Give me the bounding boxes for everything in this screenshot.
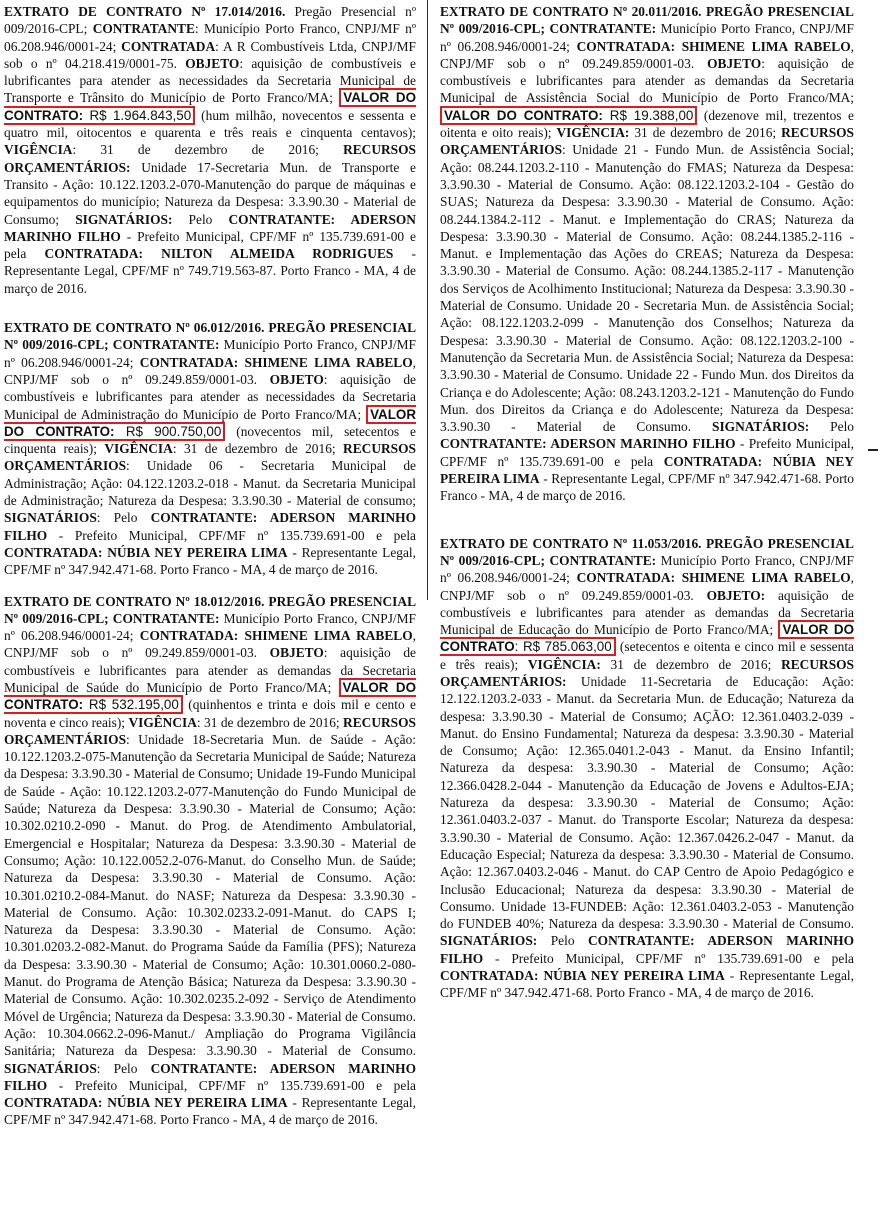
valor-label: VALOR DO CONTRATO: <box>4 90 416 123</box>
text-segment: Pelo <box>537 933 588 949</box>
bold-text-segment: EXTRATO DE CONTRATO Nº 11.053/2016. PREGÃO PRESENCIAL Nº 009/2016-CPL; CONTRATANTE: <box>440 535 854 568</box>
text-segment: : Pelo <box>96 510 151 526</box>
bold-text-segment: VIGÊNCIA: <box>527 656 601 672</box>
text-segment: , CNPJ/MF sob o nº 09.249.859/0001-03. <box>440 38 855 71</box>
valor-label: VALOR DO CONTRATO: <box>4 406 416 439</box>
bold-text-segment: VIGÊNCIA <box>128 714 197 730</box>
bold-text-segment: OBJETO: <box>706 587 766 603</box>
text-segment: (dezenove mil, trezentos e oitenta e oito reais); <box>440 107 854 141</box>
valor-label: VALOR DO CONTRATO <box>440 622 854 655</box>
bold-text-segment: RECURSOS ORÇAMENTÁRIOS <box>4 714 416 747</box>
text-segment: : Município Porto Franco, CNPJ/MF nº 06.208.946/0001-24; <box>4 21 416 54</box>
text-segment: : Unidade 21 - Fundo Mun. de Assistência Social; Ação: 08.244.1203.2-110 - Manutenção do FMAS; Natureza da Despesa: 3.3.90.30 - Material de Consumo. Ação: 08.122.1203.2-104 - Gestão do SUAS; Natureza da Despesa: 3.3.90.30 - Material de Consumo. Ação: 08.244.1384.2-112 - Manut. e Implementação do CRAS; Natureza da Despesa: 3.3.90.30 - Material de Consumo. Ação: 08.244.1385.2-116 - Manut. e Implementação das Ações do CREAS; Natureza da Despesa: 3.3.90.30 - Material de Consumo. Ação: 08.244.1385.2-117 - Manutenção dos Serviços de Acolhimento Institucional; Natureza da Despesa: 3.3.90.30 - Material de Consumo. Unidade 20 - Secretaria Mun. de Assistência Social; Ação: 08.122.1203.2-099 - Manutenção dos Conselhos; Natureza da Despesa: 3.3.90.30 - Material de Consumo. Ação: 08.122.1203.2-100 - Manutenção da Secretaria Mun. de Assistência Social; Natureza da Despesa: 3.3.90.30 - Material de Consumo. Unidade 22 - Fundo Mun. dos Direitos da Criança e do Adolescente; Ação: 08.243.1203.2-121 - Manutenção do Fundo Mun. dos Direitos da Criança e do Adolescente; Natureza da Despesa: 3.3.90.30 - Material de Consumo. <box>440 142 854 435</box>
bold-text-segment: CONTRATADA: NÚBIA NEY PEREIRA LIMA <box>440 968 725 984</box>
text-segment: Município Porto Franco, CNPJ/MF nº 06.208.946/0001-24; <box>4 610 416 644</box>
bold-text-segment: VIGÊNCIA: <box>556 125 630 141</box>
bold-text-segment: EXTRATO DE CONTRATO Nº 20.011/2016. PREGÃO PRESENCIAL Nº 009/2016-CPL; CONTRATANTE: <box>440 4 854 37</box>
extrato-contrato-20011 <box>440 3 854 505</box>
text-segment: , CNPJ/MF sob o nº 09.249.859/0001-03. <box>4 354 416 387</box>
text-segment: - Prefeito Municipal, CPF/MF nº 135.739.691-00 e pela <box>483 950 854 966</box>
extrato-contrato-06012 <box>4 319 416 578</box>
bold-text-segment: CONTRATADA: SHIMENE LIMA RABELO <box>139 628 413 644</box>
valor-do-contrato-highlight <box>440 106 697 125</box>
text-segment: Unidade 17-Secretaria Mun. de Transporte e Transito - Ação: 10.122.1203.2-070-Manutenção do parque de máquinas e equipamentos do município; Natureza da Despesa: 3.3.90.30 - Material de Consumo; <box>4 159 416 227</box>
text-segment: (novecentos mil, setecentos e cinquenta reais); <box>4 423 417 457</box>
text-segment: : 31 de dezembro de 2016; <box>196 714 344 730</box>
text-segment: - Representante Legal, CPF/MF nº 347.942.471-68. Porto Franco - MA, 4 de março de 2016. <box>440 471 855 504</box>
bold-text-segment: CONTRATANTE: ADERSON MARINHO FILHO <box>4 1060 416 1093</box>
text-segment: - Representante Legal, CPF/MF nº 347.942.471-68. Porto Franco - MA, 4 de março de 2016. <box>4 1095 416 1128</box>
text-segment: 31 de dezembro de 2016; <box>600 656 782 672</box>
bold-text-segment: CONTRATANTE <box>92 21 195 37</box>
text-segment: Pelo <box>809 419 854 435</box>
bold-text-segment: SIGNATÁRIOS: <box>440 933 538 949</box>
text-segment: (setecentos e oitenta e cinco mil e sessenta e três reais); <box>440 639 854 672</box>
bold-text-segment: CONTRATADA: SHIMENE LIMA RABELO <box>576 38 851 54</box>
text-segment: , CNPJ/MF sob o nº 09.249.859/0001-03. <box>4 628 416 661</box>
bold-text-segment: RECURSOS ORÇAMENTÁRIOS: <box>440 656 855 689</box>
text-segment: Município Porto Franco, CNPJ/MF nº 06.208.946/0001-24; <box>440 552 854 586</box>
text-segment: : 31 de dezembro de 2016; <box>72 142 344 158</box>
valor-label: VALOR DO CONTRATO: <box>444 107 603 123</box>
valor-label: VALOR DO CONTRATO: <box>4 679 416 713</box>
bold-text-segment: VIGÊNCIA <box>4 142 73 158</box>
text-segment: : 31 de dezembro de 2016; <box>172 441 344 457</box>
bold-text-segment: RECURSOS ORÇAMENTÁRIOS <box>4 441 416 474</box>
right-column <box>440 3 854 1016</box>
valor-amount: : R$ 785.063,00 <box>514 639 612 655</box>
text-segment: : Unidade 06 - Secretaria Municipal de Administração; Ação: 04.122.1203.2-018 - Manut. da Secretaria Municipal de Administração; Natureza da Despesa: 3.3.90.30 - Material de consumo; <box>4 458 416 509</box>
text-segment: : aquisição de combustíveis e lubrificantes para atender as demandas da Secretaria Municipal de Saúde do Município de Porto Franco/MA; <box>4 645 416 695</box>
bold-text-segment: CONTRATADA: SHIMENE LIMA RABELO <box>139 354 413 370</box>
text-segment: - Prefeito Municipal, CPF/MF nº 135.739.691-00 e pela <box>47 527 416 543</box>
bold-text-segment: OBJETO <box>269 645 324 661</box>
extrato-contrato-17014 <box>4 3 416 297</box>
text-segment: : aquisição de combustíveis e lubrificantes para atender as necessidades da Secretaria Municipal de Transporte e Trânsito do Município de Porto Franco/MA; <box>4 55 416 106</box>
bold-text-segment: CONTRATADA: NÚBIA NEY PEREIRA LIMA <box>4 544 288 560</box>
text-segment: : aquisição de combustíveis e lubrificantes para atender as demandas da Secretaria Municipal de Assistência Social do Município de Porto Franco/MA; <box>440 55 854 106</box>
bold-text-segment: CONTRATADA <box>121 38 216 54</box>
text-segment: , CNPJ/MF sob o nº 09.249.859/0001-03. <box>440 570 855 603</box>
bold-text-segment: RECURSOS ORÇAMENTÁRIOS: <box>4 142 416 175</box>
column-divider <box>427 0 428 600</box>
valor-amount: R$ 532.195,00 <box>83 697 179 713</box>
margin-tick-mark <box>868 449 878 451</box>
valor-amount: R$ 900.750,00 <box>114 423 222 439</box>
bold-text-segment: EXTRATO DE CONTRATO Nº 18.012/2016. PREGÃO PRESENCIAL Nº 009/2016-CPL; CONTRATANTE: <box>4 593 416 626</box>
bold-text-segment: VIGÊNCIA <box>104 441 173 457</box>
left-column <box>4 3 416 1143</box>
bold-text-segment: RECURSOS ORÇAMENTÁRIOS <box>440 125 855 158</box>
text-segment: - Representante Legal, CPF/MF nº 347.942.471-68. Porto Franco - MA, 4 de março de 2016. <box>440 968 854 1001</box>
text-segment: - Representante Legal, CPF/MF nº 749.719.563-87. Porto Franco - MA, 4 de março de 2016. <box>4 246 417 296</box>
text-segment: : aquisição de combustíveis e lubrificantes para atender as necessidades da Secretaria Municipal de Administração do Município de Porto Franco/MA; <box>4 371 416 422</box>
bold-text-segment: OBJETO <box>269 371 324 387</box>
text-segment: Município Porto Franco, CNPJ/MF nº 06.208.946/0001-24; <box>4 337 416 370</box>
text-segment: - Prefeito Municipal, CPF/MF nº 135.739.691-00 e pela <box>47 1077 416 1093</box>
text-segment: Pregão Presencial nº 009/2016-CPL; <box>4 4 416 37</box>
text-segment: : Pelo <box>96 1060 151 1076</box>
bold-text-segment: CONTRATADA: NÚBIA NEY PEREIRA LIMA <box>440 453 854 487</box>
bold-text-segment: CONTRATANTE: ADERSON MARINHO FILHO <box>4 510 416 543</box>
text-segment: - Representante Legal, CPF/MF nº 347.942.471-68. Porto Franco - MA, 4 de março de 2016. <box>4 544 416 578</box>
bold-text-segment: EXTRATO DE CONTRATO Nº 06.012/2016. PREGÃO PRESENCIAL Nº 009/2016-CPL; CONTRATANTE: <box>4 320 416 353</box>
bold-text-segment: SIGNATÁRIOS <box>4 1060 97 1076</box>
bold-text-segment: SIGNATÁRIOS: <box>75 211 173 227</box>
bold-text-segment: CONTRATANTE: ADERSON MARINHO FILHO <box>440 436 736 452</box>
bold-text-segment: CONTRATADA: SHIMENE LIMA RABELO <box>576 570 851 586</box>
text-segment: Município Porto Franco, CNPJ/MF nº 06.208.946/0001-24; <box>440 21 854 54</box>
bold-text-segment: OBJETO <box>185 55 240 71</box>
valor-amount: R$ 1.964.843,50 <box>83 107 192 123</box>
bold-text-segment: SIGNATÁRIOS <box>4 510 97 526</box>
bold-text-segment: CONTRATADA: NÚBIA NEY PEREIRA LIMA <box>4 1095 288 1111</box>
text-segment: Unidade 11-Secretaria de Educação: Ação: 12.122.1203.2-033 - Manut. da Secretaria Mun. de Educação; Natureza da despesa: 3.3.90.30 - Material de Consumo; AÇÃO: 12.361.0403.2-039 - Manut. do Ensino Fundamental; Natureza da despesa: 3.3.90.30 - Material de Consumo; Ação: 12.365.0401.2-043 - Manut. da Ensino Infantil; Natureza da despesa: 3.3.90.30 - Material de Consumo; Ação: 12.366.0428.2-044 - Manutenção da Educação de Jovens e Adultos-EJA; Natureza da despesa: 3.3.90.30 - Material de Consumo; Ação: 12.361.0403.2-037 - Manut. do Transporte Escolar; Natureza da despesa: 3.3.90.30 - Material de Consumo. Ação: 12.367.0426.2-047 - Manut. da Educação Especial; Natureza da despesa: 3.3.90.30 - Material de Consumo. Ação: 12.367.0403.2-046 - Manut. do CAP Centro de Apoio Pedagógico e Inclusão Educacional; Natureza da despesa: 3.3.90.30 - Material de Consumo. Unidade 13-FUNDEB: Ação: 12.361.0403.2-053 - Manutenção do FUNDEB 40%; Natureza da despesa: 3.3.90.30 - Material de Consumo. <box>440 673 854 932</box>
text-segment: : Unidade 18-Secretaria Mun. de Saúde - Ação: 10.122.1203.2-075-Manutenção da Secretaria Municipal de Saúde; Natureza da Despesa: 3.3.90.30 - Material de Consumo; Unidade 19-Fundo Municipal de Saúde - Ação: 10.122.1203.2-077-Manutenção do Fundo Municipal de Saúde; Natureza da Despesa: 3.3.90.30 - Material de Consumo; Ação: 10.302.0210.2-090 - Manut. do Prog. de Atendimento Ambulatorial, Emergencial e Hospitalar; Natureza da Despesa: 3.3.90.30 - Material de Consumo; Ação: 10.122.0052.2-076-Manut. do Conselho Mun. de Saúde; Natureza da Despesa: 3.3.90.30 - Material de Consumo. Ação: 10.301.0210.2-084-Manut. do NASF; Natureza da Despesa: 3.3.90.30 - Material de Consumo. Ação: 10.302.0233.2-091-Manut. do CAPS I; Natureza da Despesa: 3.3.90.30 - Material de Consumo. Ação: 10.301.0203.2-082-Manut. do Programa Saúde da Família (PFS); Natureza da Despesa: 3.3.90.30 - Material de Consumo; Ação: 10.301.0060.2-080-Manut. do Programa de Atenção Básica; Natureza da Despesa: 3.3.90.30 - Material de Consumo. Ação: 10.302.0235.2-092 - Serviço de Atendimento Móvel de Urgência; Natureza da Despesa: 3.3.90.30 - Material de Consumo. Ação: 10.304.0662.2-096-Manut./ Ampliação do Programa Vigilância Sanitária; Natureza da Despesa: 3.3.90.30 - Material de Consumo. <box>4 731 416 1059</box>
valor-amount: R$ 19.388,00 <box>602 107 694 123</box>
text-segment: 31 de dezembro de 2016; <box>629 125 782 141</box>
bold-text-segment: CONTRATANTE: ADERSON MARINHO FILHO <box>4 211 416 244</box>
text-segment: (quinhentos e trinta e dois mil e cento e noventa e cinco reais); <box>4 697 416 730</box>
extrato-contrato-11053 <box>440 535 854 1002</box>
bold-text-segment: SIGNATÁRIOS: <box>712 419 810 435</box>
bold-text-segment: EXTRATO DE CONTRATO Nº 17.014/2016. <box>4 4 286 19</box>
bold-text-segment: CONTRATANTE: ADERSON MARINHO FILHO <box>440 933 854 966</box>
text-segment: Pelo <box>172 211 229 227</box>
bold-text-segment: CONTRATADA: NILTON ALMEIDA RODRIGUES <box>44 246 394 262</box>
text-segment: : A R Combustíveis Ltda, CNPJ/MF sob o nº 04.218.419/0001-75. <box>4 38 416 71</box>
text-segment: (hum milhão, novecentos e sessenta e quatro mil, oitocentos e quarenta e três reais e cinquenta centavos); <box>4 107 416 141</box>
extrato-contrato-18012 <box>4 593 416 1129</box>
text-segment: - Prefeito Municipal, CPF/MF nº 135.739.691-00 e pela <box>440 436 854 469</box>
text-segment: - Prefeito Municipal, CPF/MF nº 135.739.691-00 e pela <box>4 228 416 262</box>
bold-text-segment: OBJETO <box>707 55 762 71</box>
text-segment: aquisição de combustíveis e lubrificantes para atender as demandas da Secretaria Municipal de Educação do Município de Porto Franco/MA; <box>440 587 854 638</box>
